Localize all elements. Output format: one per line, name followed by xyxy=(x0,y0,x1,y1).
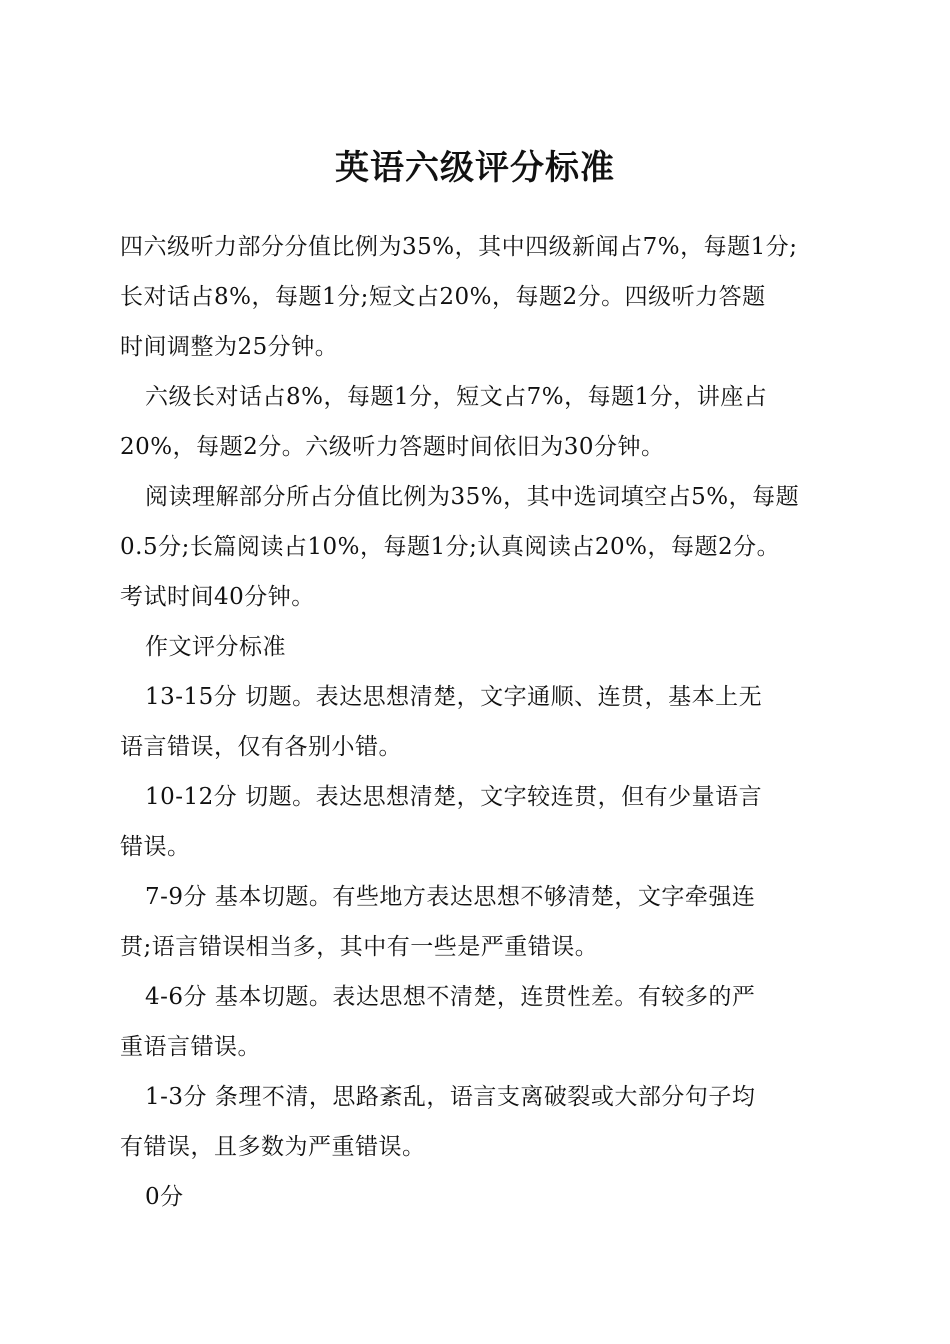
text-line: 4-6分 基本切题。表达思想不清楚，连贯性差。有较多的严 xyxy=(145,984,756,1010)
paragraph xyxy=(120,672,820,772)
text-line: 0.5分;长篇阅读占10%，每题1分;认真阅读占20%，每题2分。 xyxy=(120,534,781,560)
text-line: 四六级听力部分分值比例为35%，其中四级新闻占7%，每题1分; xyxy=(120,234,798,260)
text-line: 7-9分 基本切题。有些地方表达思想不够清楚，文字牵强连 xyxy=(145,884,756,910)
text-line: 20%，每题2分。六级听力答题时间依旧为30分钟。 xyxy=(120,434,665,460)
paragraph xyxy=(120,472,820,622)
text-line: 长对话占8%，每题1分;短文占20%，每题2分。四级听力答题 xyxy=(120,284,766,310)
text-line: 13-15分 切题。表达思想清楚，文字通顺、连贯，基本上无 xyxy=(145,684,763,710)
document-body xyxy=(120,222,820,1222)
text-line: 贯;语言错误相当多，其中有一些是严重错误。 xyxy=(120,934,599,960)
paragraph xyxy=(120,1172,820,1222)
text-line: 时间调整为25分钟。 xyxy=(120,334,339,360)
text-line: 1-3分 条理不清，思路紊乱，语言支离破裂或大部分句子均 xyxy=(145,1084,756,1110)
text-line: 重语言错误。 xyxy=(120,1034,261,1060)
paragraph xyxy=(120,1072,820,1172)
paragraph xyxy=(120,222,820,372)
text-line: 0分 xyxy=(145,1184,184,1210)
text-line: 作文评分标准 xyxy=(145,634,286,660)
text-line: 六级长对话占8%，每题1分，短文占7%，每题1分，讲座占 xyxy=(145,384,768,410)
text-line: 语言错误，仅有各别小错。 xyxy=(120,734,402,760)
text-line: 有错误，且多数为严重错误。 xyxy=(120,1134,426,1160)
page-title: 英语六级评分标准 xyxy=(335,148,615,188)
paragraph xyxy=(120,772,820,872)
paragraph xyxy=(120,872,820,972)
text-line: 考试时间40分钟。 xyxy=(120,584,315,610)
paragraph xyxy=(120,622,820,672)
text-line: 阅读理解部分所占分值比例为35%，其中选词填空占5%，每题 xyxy=(145,484,800,510)
text-line: 10-12分 切题。表达思想清楚，文字较连贯，但有少量语言 xyxy=(145,784,763,810)
paragraph xyxy=(120,372,820,472)
text-line: 错误。 xyxy=(120,834,191,860)
paragraph xyxy=(120,972,820,1072)
